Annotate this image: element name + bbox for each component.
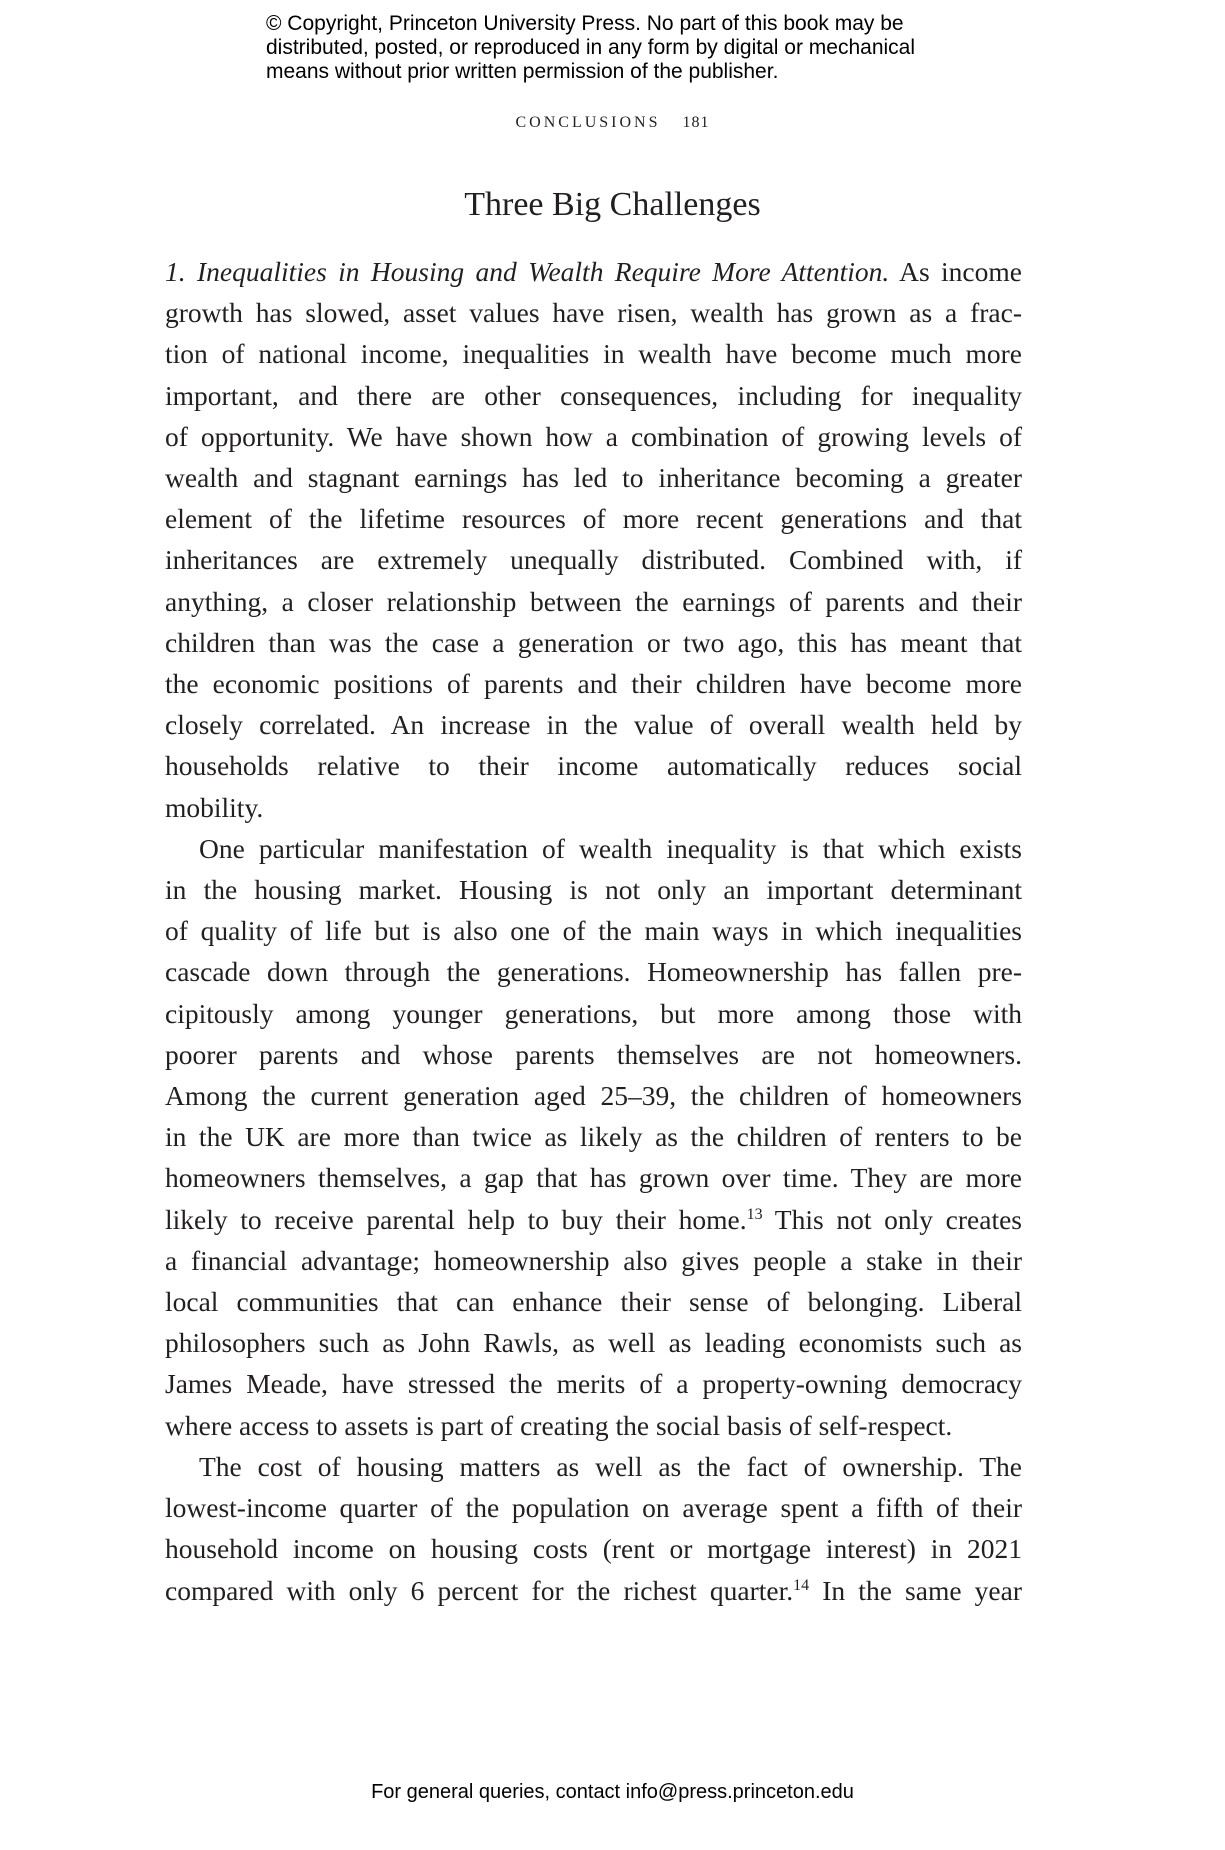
text-line: wealth and stagnant earnings has led to inheritance becoming a greater xyxy=(165,462,1022,494)
text-line: of quality of life but is also one of the main ways in which inequalities xyxy=(165,915,1022,947)
text-line: One particular manifestation of wealth inequality is that which exists xyxy=(199,832,1022,864)
body-text xyxy=(165,251,1022,1611)
text-line: where access to assets is part of creating the social basis of self-respect. xyxy=(165,1409,953,1441)
text-line: Among the current generation aged 25–39, the children of homeowners xyxy=(165,1080,1022,1112)
text-line: cascade down through the generations. Homeownership has fallen pre- xyxy=(165,956,1022,988)
text-line: tion of national income, inequalities in wealth have become much more xyxy=(165,338,1022,370)
text-line: compared with only 6 percent for the richest quarter.$^{14}$ In the same year xyxy=(165,1574,1022,1606)
copyright-line: means without prior written permission of the publisher. xyxy=(266,60,779,83)
paragraph xyxy=(165,1446,1022,1611)
paragraph xyxy=(165,251,1022,828)
footer-contact: For general queries, contact info@press.princeton.edu xyxy=(371,1781,854,1803)
text-line: likely to receive parental help to buy their home.$^{13}$ This not only creates xyxy=(165,1203,1023,1235)
text-line: cipitously among younger generations, but more among those with xyxy=(165,997,1022,1029)
page-number: 181 xyxy=(682,114,710,131)
text-line: growth has slowed, asset values have risen, wealth has grown as a frac- xyxy=(165,297,1022,329)
text-line: closely correlated. An increase in the value of overall wealth held by xyxy=(165,709,1022,741)
text-line: poorer parents and whose parents themselves are not homeowners. xyxy=(165,1038,1022,1070)
text-line: a financial advantage; homeownership also gives people a stake in their xyxy=(165,1244,1022,1276)
text-line: households relative to their income automatically reduces social xyxy=(165,750,1022,782)
text-line: philosophers such as John Rawls, as well as leading economists such as xyxy=(165,1327,1022,1359)
paragraph xyxy=(165,828,1022,1446)
text-line: the economic positions of parents and their children have become more xyxy=(165,668,1022,700)
copyright-line: distributed, posted, or reproduced in any form by digital or mechanical xyxy=(266,36,916,59)
text-line: local communities that can enhance their sense of belonging. Liberal xyxy=(165,1286,1022,1318)
footnote-marker[interactable]: 13 xyxy=(746,1205,763,1223)
text-line: lowest-income quarter of the population on average spent a fifth of their xyxy=(165,1492,1022,1524)
text-line: homeowners themselves, a gap that has grown over time. They are more xyxy=(165,1162,1022,1194)
text-line: mobility. xyxy=(165,791,264,823)
text-line: James Meade, have stressed the merits of a property-owning democracy xyxy=(165,1368,1022,1400)
copyright-line: © Copyright, Princeton University Press. No part of this book may be xyxy=(266,12,904,35)
running-head-section: CONCLUSIONS xyxy=(515,114,661,131)
text-line: inheritances are extremely unequally distributed. Combined with, if xyxy=(165,544,1022,576)
text-line: of opportunity. We have shown how a combination of growing levels of xyxy=(165,420,1022,452)
text-line: 1. Inequalities in Housing and Wealth Require More Attention. As income xyxy=(165,256,1022,287)
text-line: household income on housing costs (rent or mortgage interest) in 2021 xyxy=(165,1533,1022,1565)
text-line: The cost of housing matters as well as the fact of ownership. The xyxy=(199,1450,1022,1482)
text-line: element of the lifetime resources of more recent generations and that xyxy=(165,503,1022,535)
run-in-heading: 1. Inequalities in Housing and Wealth Require More Attention. xyxy=(165,256,890,287)
text-line: in the housing market. Housing is not only an important determinant xyxy=(165,874,1022,906)
text-line: anything, a closer relationship between the earnings of parents and their xyxy=(165,585,1022,617)
text-line: children than was the case a generation or two ago, this has meant that xyxy=(165,626,1022,658)
text-line: in the UK are more than twice as likely as the children of renters to be xyxy=(165,1121,1022,1153)
footnote-marker[interactable]: 14 xyxy=(793,1576,810,1594)
copyright-notice xyxy=(266,12,915,84)
running-head xyxy=(0,114,1225,132)
text-line: important, and there are other consequences, including for inequality xyxy=(165,379,1022,411)
section-heading: Three Big Challenges xyxy=(464,186,761,223)
